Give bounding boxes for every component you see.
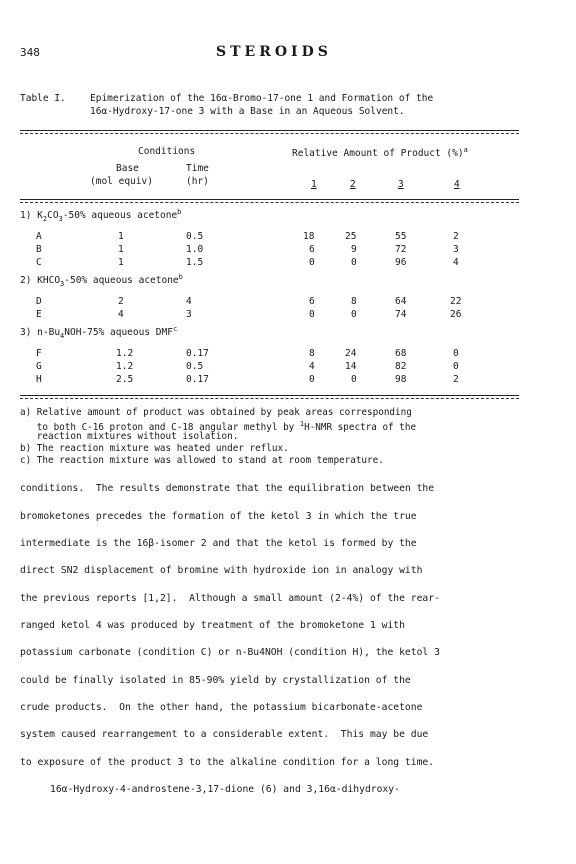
row-time: 1.0 (186, 244, 204, 255)
row-id: H (36, 374, 42, 385)
group-title-2: 2) $KHCO_3-50\%$ aqueous acetone$^b$ (20, 273, 183, 289)
body-line-5: the previous reports [1,2]. Although a small amount (2-4%) of the rear- (20, 593, 440, 604)
journal-title: STEROIDS (216, 44, 332, 60)
row-p2: 14 (345, 361, 357, 372)
row-p2: 24 (345, 348, 357, 359)
row-p2: 9 (351, 244, 357, 255)
row-time: 0.17 (186, 348, 209, 359)
row-p4: 26 (450, 309, 462, 320)
body-line-4: direct SN2 displacement of bromine with hydroxide ion in analogy with (20, 565, 423, 576)
row-p1: 6 (309, 296, 315, 307)
row-base: 1 (118, 257, 124, 268)
row-p4: 4 (453, 257, 459, 268)
table-top-rule-dashed (20, 133, 519, 134)
table-caption-line-1: Epimerization of the 16α-Bromo-17-one 1 and Formation of the (90, 93, 434, 104)
row-p2: 0 (351, 257, 357, 268)
header-product-4: 4 (454, 179, 460, 190)
row-p3: 96 (395, 257, 407, 268)
row-time: 0.5 (186, 361, 204, 372)
row-p1: 6 (309, 244, 315, 255)
row-p3: 64 (395, 296, 407, 307)
row-p4: 0 (453, 348, 459, 359)
body-line-8: could be finally isolated in 85-90% yield by crystallization of the (20, 675, 411, 686)
page-number: 348 (20, 46, 40, 59)
table-bottom-rule (20, 395, 519, 396)
row-time: 3 (186, 309, 192, 320)
row-p3: 74 (395, 309, 407, 320)
row-p2: 8 (351, 296, 357, 307)
header-relative-amount: Relative Amount of Product (%)$^a$ (292, 146, 468, 160)
row-base: 1.2 (116, 348, 134, 359)
footnote-a-line-1: a) Relative amount of product was obtained by peak areas corresponding (20, 407, 412, 418)
header-base: Base (116, 163, 139, 174)
table-caption-line-2: 16α-Hydroxy-17-one 3 with a Base in an Aqueous Solvent. (90, 106, 405, 117)
row-p1: 0 (309, 374, 315, 385)
header-base-unit: (mol equiv) (90, 176, 153, 187)
row-id: F (36, 348, 42, 359)
row-id: B (36, 244, 42, 255)
row-p3: 82 (395, 361, 407, 372)
row-p4: 0 (453, 361, 459, 372)
header-relative-sup: a (463, 146, 468, 154)
header-time-unit: (hr) (186, 176, 209, 187)
row-p4: 3 (453, 244, 459, 255)
row-p4: 2 (453, 374, 459, 385)
row-base: 1.2 (116, 361, 134, 372)
body-line-12: 16α-Hydroxy-4-androstene-3,17-dione (6) and 3,16α-dihydroxy- (50, 784, 400, 795)
body-line-9: crude products. On the other hand, the potassium bicarbonate-acetone (20, 702, 423, 713)
row-id: A (36, 231, 42, 242)
row-id: C (36, 257, 42, 268)
row-base: 2.5 (116, 374, 134, 385)
row-base: 4 (118, 309, 124, 320)
row-time: 1.5 (186, 257, 204, 268)
footnote-c: c) The reaction mixture was allowed to stand at room temperature. (20, 455, 384, 466)
footnote-a-line-2: to both C-16 proton and C-18 angular methyl by $^1$H-NMR spectra of the (20, 420, 417, 434)
header-product-1: 1 (311, 179, 317, 190)
row-id: E (36, 309, 42, 320)
row-p3: 55 (395, 231, 407, 242)
row-p1: 4 (309, 361, 315, 372)
row-p3: 98 (395, 374, 407, 385)
table-header-rule-dashed (20, 202, 519, 203)
body-line-11: to exposure of the product 3 to the alkaline condition for a long time. (20, 757, 435, 768)
table-caption-label: Table I. (20, 93, 66, 104)
header-time: Time (186, 163, 209, 174)
row-time: 0.17 (186, 374, 209, 385)
row-p1: 0 (309, 309, 315, 320)
row-p2: 0 (351, 309, 357, 320)
body-line-6: ranged ketol 4 was produced by treatment of the bromoketone 1 with (20, 620, 405, 631)
footnote-b: b) The reaction mixture was heated under reflux. (20, 443, 289, 454)
row-p2: 25 (345, 231, 357, 242)
body-line-2: bromoketones precedes the formation of the ketol 3 in which the true (20, 511, 417, 522)
row-p2: 0 (351, 374, 357, 385)
row-p3: 68 (395, 348, 407, 359)
row-base: 1 (118, 244, 124, 255)
row-p4: 2 (453, 231, 459, 242)
row-time: 0.5 (186, 231, 204, 242)
row-p1: 8 (309, 348, 315, 359)
table-bottom-rule-dashed (20, 398, 519, 399)
row-id: G (36, 361, 42, 372)
header-product-3: 3 (398, 179, 404, 190)
row-p1: 0 (309, 257, 315, 268)
table-top-rule (20, 130, 519, 131)
group-title-3: 3) $n-Bu_4NOH-75\%$ aqueous DMF$^c$ (20, 325, 178, 341)
table-header-rule (20, 199, 519, 200)
row-p4: 22 (450, 296, 462, 307)
body-line-3: intermediate is the 16β-isomer 2 and that the ketol is formed by the (20, 538, 417, 549)
row-id: D (36, 296, 42, 307)
row-time: 4 (186, 296, 192, 307)
row-p3: 72 (395, 244, 407, 255)
row-base: 2 (118, 296, 124, 307)
row-p1: 18 (303, 231, 315, 242)
body-line-7: potassium carbonate (condition C) or n-Bu4NOH (condition H), the ketol 3 (20, 647, 440, 658)
body-line-1: conditions. The results demonstrate that the equilibration between the (20, 483, 435, 494)
body-line-10: system caused rearrangement to a considerable extent. This may be due (20, 729, 429, 740)
header-product-2: 2 (350, 179, 356, 190)
group-title-1: 1) $K_2CO_3-50\%$ aqueous acetone$^b$ (20, 208, 182, 224)
header-conditions: Conditions (138, 146, 196, 157)
row-base: 1 (118, 231, 124, 242)
footnote-a-line-3: reaction mixtures without isolation. (20, 431, 239, 442)
